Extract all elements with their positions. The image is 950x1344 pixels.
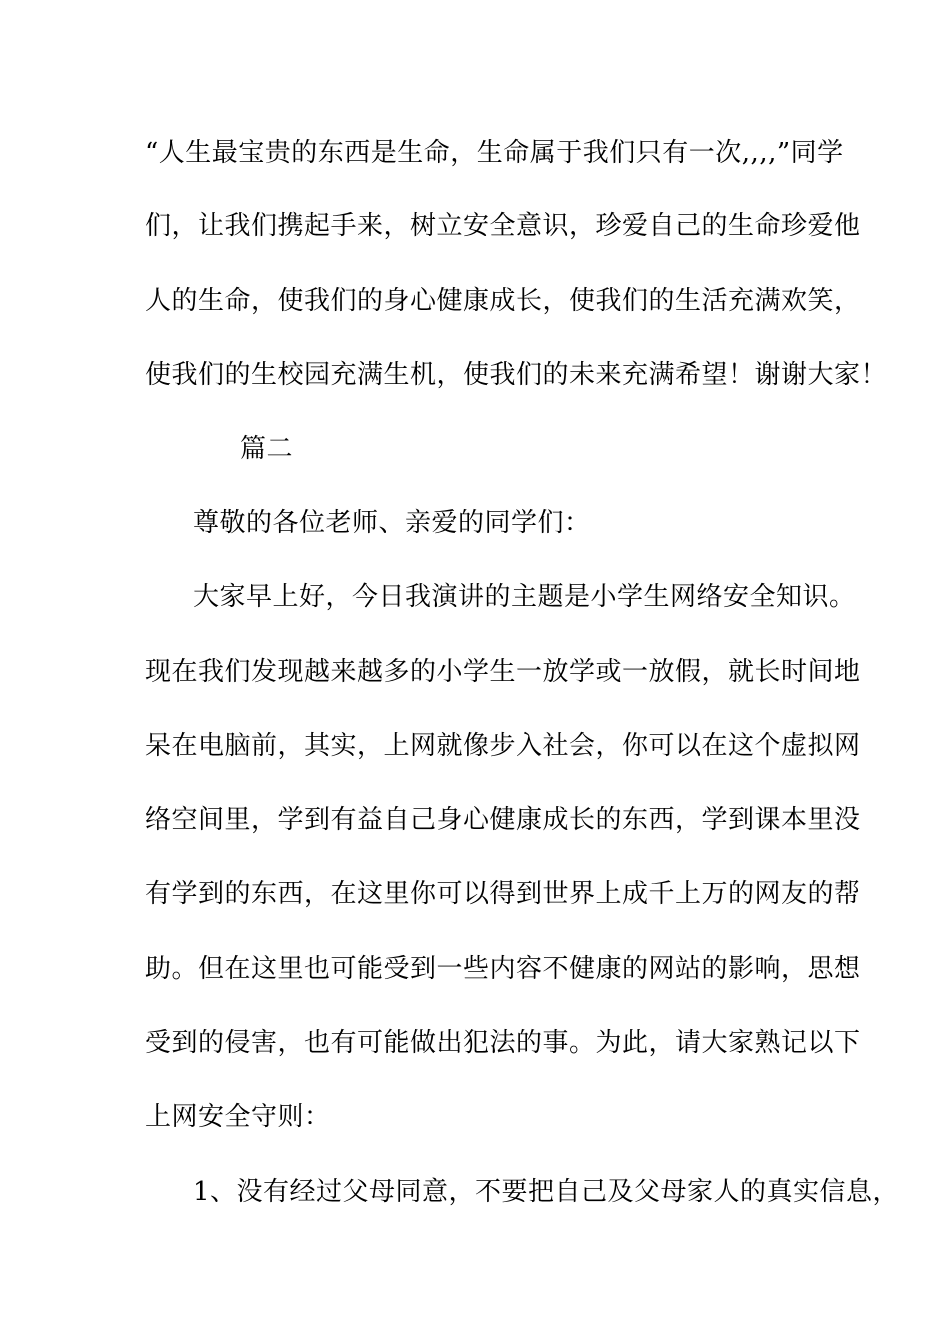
paragraph-line: 上网安全守则： xyxy=(145,1102,331,1132)
paragraph-line: 们，让我们携起手来，树立安全意识，珍爱自己的生命珍爱他 xyxy=(145,211,861,241)
paragraph-line: 络空间里，学到有益自己身心健康成长的东西，学到课本里没 xyxy=(145,805,861,835)
paragraph-line: 有学到的东西，在这里你可以得到世界上成千上万的网友的帮 xyxy=(145,879,861,909)
paragraph-line: 大家早上好，今日我演讲的主题是小学生网络安全知识。 xyxy=(193,582,856,612)
paragraph-line: 受到的侵害，也有可能做出犯法的事。为此，请大家熟记以下 xyxy=(145,1028,861,1058)
paragraph-line: 助。但在这里也可能受到一些内容不健康的网站的影响，思想 xyxy=(145,954,861,984)
list-item-line: 1、没有经过父母同意，不要把自己及父母家人的真实信息， xyxy=(193,1177,900,1207)
salutation-line: 尊敬的各位老师、亲爱的同学们： xyxy=(193,508,591,538)
section-heading: 篇二 xyxy=(240,434,294,464)
paragraph-line: “人生最宝贵的东西是生命，生命属于我们只有一次,,,,”同学 xyxy=(145,138,844,168)
paragraph-line: 使我们的生校园充满生机，使我们的未来充满希望！谢谢大家！ xyxy=(145,360,888,390)
paragraph-line: 人的生命，使我们的身心健康成长，使我们的生活充满欢笑， xyxy=(145,286,861,316)
paragraph-line: 呆在电脑前，其实，上网就像步入社会，你可以在这个虚拟网 xyxy=(145,731,861,761)
paragraph-line: 现在我们发现越来越多的小学生一放学或一放假，就长时间地 xyxy=(145,657,861,687)
